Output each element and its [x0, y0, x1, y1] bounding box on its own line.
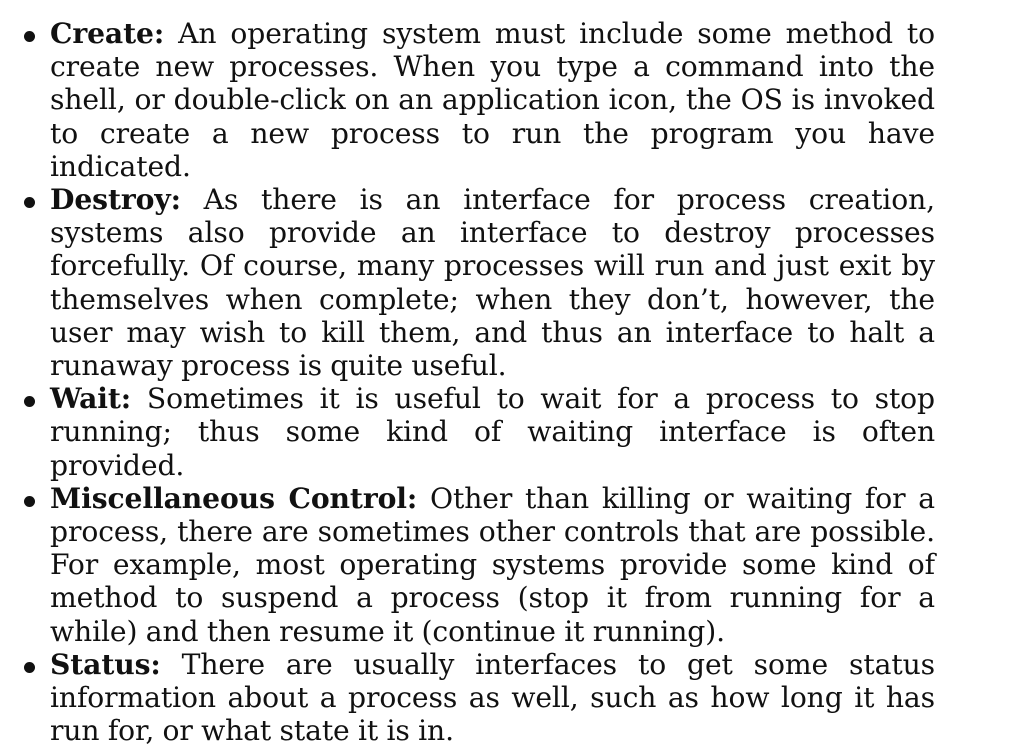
item-term: Destroy: [50, 183, 181, 217]
item-term: Create: [50, 17, 165, 50]
item-term: Status: [50, 647, 161, 681]
list-item-miscellaneous-control [20, 482, 935, 648]
item-text: Other than killing or waiting for a process, there are sometimes other controls that are possible. For example, most operating systems provide some kind of method to suspend a process (stop it from running for a while) and then resume it (continue it running). [50, 481, 935, 648]
item-term: Wait: [50, 382, 132, 416]
item-text: There are usually interfaces to get some status information about a process as well, such as how long it has run for, or what state it is in. [50, 647, 935, 747]
bullet-dot-icon [24, 396, 35, 407]
list-item-create [20, 17, 935, 183]
bullet-dot-icon [24, 496, 35, 507]
list-item-wait [20, 382, 935, 482]
item-text: As there is an interface for process creation, systems also provide an interface to destroy processes forcefully. Of course, many processes will run and just exit by themselves when complete; when they don’t, however, the user may wish to kill them, and thus an interface to halt a runaway process is quite useful. [50, 183, 935, 383]
bullet-dot-icon [24, 197, 35, 208]
process-api-list [20, 17, 935, 747]
list-item-destroy [20, 183, 935, 382]
item-text: Sometimes it is useful to wait for a process to stop running; thus some kind of waiting interface is often provided. [50, 382, 935, 482]
bullet-dot-icon [24, 662, 35, 673]
item-term: Miscellaneous Control: [50, 481, 418, 515]
item-text: An operating system must include some method to create new processes. When you type a command into the shell, or double-click on an application icon, the OS is invoked to create a new process to run the program you have indicated. [50, 17, 935, 183]
bullet-dot-icon [24, 31, 35, 42]
list-item-status [20, 648, 935, 747]
